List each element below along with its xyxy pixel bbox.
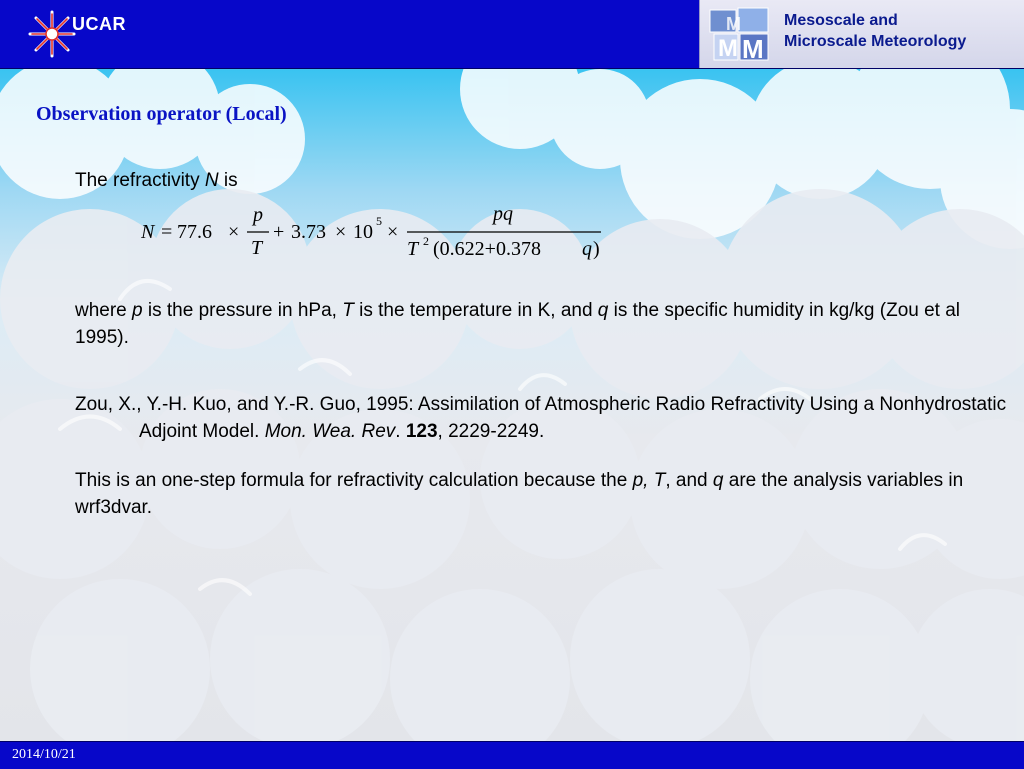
svg-text:M: M	[718, 35, 738, 62]
formula-times-2: ×	[335, 221, 347, 243]
formula-plus: +	[273, 221, 285, 243]
note-vars-pT: p, T	[632, 470, 666, 491]
ucar-logo	[26, 6, 126, 62]
note-text-1: This is an one-step formula for refractivity calculation because the	[75, 470, 633, 491]
intro-variable: N	[204, 170, 219, 191]
header-bar	[0, 0, 1024, 69]
formula-base: 10	[353, 221, 373, 243]
where-text-1: where	[75, 300, 133, 321]
where-paragraph	[75, 297, 985, 351]
ucar-logo-text: UCAR	[72, 13, 126, 34]
formula-frac1-num: p	[253, 204, 263, 226]
where-text-3: is the temperature in K, and	[353, 300, 598, 321]
svg-text:M: M	[742, 34, 764, 64]
refractivity-formula	[141, 201, 611, 265]
formula-frac2-num: pq	[493, 203, 513, 225]
formula-lhs: N	[141, 221, 155, 243]
formula-times-3: ×	[387, 221, 399, 243]
note-var-q: q	[712, 470, 724, 491]
formula-times-1: ×	[228, 221, 240, 243]
mmm-logo-line-1: Mesoscale and	[784, 12, 898, 29]
formula-coef2: 3.73	[291, 221, 326, 243]
formula-frac2-den-paren: (0.622+0.378	[433, 238, 541, 260]
reference-dot: .	[395, 421, 406, 442]
intro-prefix: The refractivity	[75, 170, 205, 191]
slide-title: Observation operator (Local)	[36, 103, 287, 125]
formula-frac2-den-T: T	[407, 238, 419, 260]
svg-text:M: M	[726, 14, 741, 34]
formula-frac2-den-square: 2	[423, 234, 429, 248]
slide-content	[0, 69, 1024, 741]
where-var-T: T	[342, 300, 354, 321]
formula-frac1-den: T	[251, 237, 263, 259]
reference-journal: Mon. Wea. Rev	[264, 421, 396, 442]
where-var-q: q	[597, 300, 609, 321]
where-text-4: is the specific humidity in kg/kg (Zou et al 1995).	[75, 300, 961, 348]
reference-paragraph	[75, 391, 1024, 445]
footer-date: 2014/10/21	[12, 747, 76, 762]
formula-exponent: 5	[376, 214, 382, 228]
starburst-icon	[26, 8, 78, 60]
footer-bar	[0, 741, 1024, 769]
intro-line	[75, 167, 238, 194]
intro-suffix: is	[218, 170, 238, 191]
where-var-p: p	[132, 300, 143, 321]
mmm-logo-line-2: Microscale Meteorology	[784, 33, 967, 50]
formula-equals: =	[161, 221, 173, 243]
formula-frac2-den-q: q	[582, 238, 592, 260]
reference-volume: 123	[405, 421, 438, 442]
reference-pages: , 2229-2249.	[437, 421, 545, 442]
formula-coef1: 77.6	[177, 221, 212, 243]
formula-frac2-den-close: )	[593, 238, 600, 260]
note-paragraph	[75, 467, 975, 521]
note-text-2: , and	[665, 470, 713, 491]
mmm-logo-mark	[706, 4, 776, 64]
reference-text: Zou, X., Y.-H. Kuo, and Y.-R. Guo, 1995: Assimilation of Atmospheric Radio Refractivity Using a Nonhydrostatic Adjoint Model.	[75, 394, 1007, 442]
note-text-3: are the analysis variables in wrf3dvar.	[75, 470, 964, 518]
mmm-logo	[699, 0, 1024, 68]
where-text-2: is the pressure in hPa,	[142, 300, 343, 321]
mmm-logo-text	[784, 10, 966, 52]
